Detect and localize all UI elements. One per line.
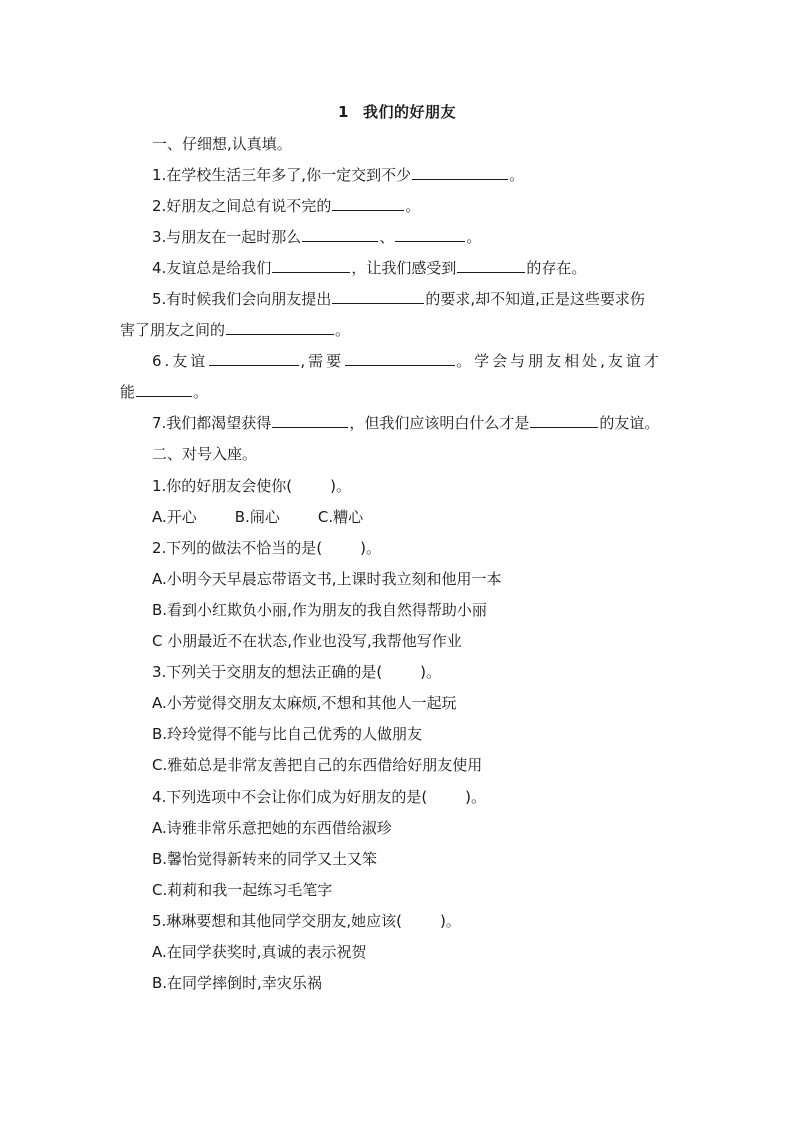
section2-heading: 二、对号入座。 bbox=[152, 445, 258, 463]
answer-blank[interactable] bbox=[136, 382, 192, 397]
option-a[interactable]: A.开心 bbox=[152, 508, 197, 526]
fill-item-1: 1.在学校生活三年多了,你一定交到不少 。 bbox=[152, 166, 525, 184]
option-a[interactable]: A.诗雅非常乐意把她的东西借给淑珍 bbox=[152, 819, 392, 837]
option-a[interactable]: A.小芳觉得交朋友太麻烦,不想和其他人一起玩 bbox=[152, 694, 457, 712]
answer-blank[interactable] bbox=[272, 413, 348, 428]
answer-blank[interactable] bbox=[332, 289, 424, 304]
answer-blank[interactable] bbox=[395, 227, 465, 242]
answer-blank[interactable] bbox=[332, 196, 404, 211]
option-c[interactable]: C 小朋最近不在状态,作业也没写,我帮他写作业 bbox=[152, 632, 462, 650]
question-3: 3.下列关于交朋友的想法正确的是( )。 bbox=[152, 663, 442, 681]
option-c[interactable]: C.糟心 bbox=[317, 508, 364, 526]
answer-blank[interactable] bbox=[412, 165, 508, 180]
answer-blank[interactable] bbox=[530, 413, 598, 428]
option-c[interactable]: C.莉莉和我一起练习毛笔字 bbox=[152, 881, 333, 899]
option-b[interactable]: B.在同学摔倒时,幸灾乐祸 bbox=[152, 974, 322, 992]
question-1: 1.你的好朋友会使你( )。 bbox=[152, 477, 352, 495]
option-b[interactable]: B.闹心 bbox=[234, 508, 280, 526]
question-5: 5.琳琳要想和其他同学交朋友,她应该( )。 bbox=[152, 912, 461, 930]
lesson-title: 我们的好朋友 bbox=[362, 103, 456, 121]
fill-item-5-line2: 害了朋友之间的 。 bbox=[120, 321, 351, 339]
answer-blank[interactable] bbox=[457, 258, 525, 273]
fill-item-5-line1: 5.有时候我们会向朋友提出 的要求,却不知道,正是这些要求伤 bbox=[152, 290, 645, 308]
section1-heading: 一、仔细想,认真填。 bbox=[152, 135, 292, 153]
page-title bbox=[0, 101, 794, 122]
option-b[interactable]: B.玲玲觉得不能与比自己优秀的人做朋友 bbox=[152, 725, 423, 743]
fill-item-6-line1: 6.友谊 ,需要 。学会与朋友相处,友谊才 bbox=[152, 352, 662, 370]
fill-item-6-line2: 能 。 bbox=[120, 383, 209, 401]
option-a[interactable]: A.在同学获奖时,真诚的表示祝贺 bbox=[152, 943, 367, 961]
fill-item-3: 3.与朋友在一起时那么 、 。 bbox=[152, 228, 482, 246]
option-a[interactable]: A.小明今天早晨忘带语文书,上课时我立刻和他用一本 bbox=[152, 570, 502, 588]
fill-item-2: 2.好朋友之间总有说不完的 。 bbox=[152, 197, 421, 215]
question-1-options bbox=[152, 506, 682, 528]
fill-item-7: 7.我们都渴望获得 ，但我们应该明白什么才是 的友谊。 bbox=[152, 414, 660, 432]
fill-item-4: 4.友谊总是给我们 ，让我们感受到 的存在。 bbox=[152, 259, 587, 277]
answer-blank[interactable] bbox=[345, 351, 455, 366]
option-c[interactable]: C.雅茹总是非常友善把自己的东西借给好朋友使用 bbox=[152, 756, 483, 774]
answer-blank[interactable] bbox=[226, 320, 334, 335]
option-b[interactable]: B.看到小红欺负小丽,作为朋友的我自然得帮助小丽 bbox=[152, 601, 487, 619]
question-2: 2.下列的做法不恰当的是( )。 bbox=[152, 539, 382, 557]
lesson-number: 1 bbox=[338, 103, 349, 121]
answer-blank[interactable] bbox=[272, 258, 350, 273]
question-4: 4.下列选项中不会让你们成为好朋友的是( )。 bbox=[152, 788, 487, 806]
answer-blank[interactable] bbox=[209, 351, 299, 366]
answer-blank[interactable] bbox=[302, 227, 378, 242]
option-b[interactable]: B.馨怡觉得新转来的同学又土又笨 bbox=[152, 850, 378, 868]
